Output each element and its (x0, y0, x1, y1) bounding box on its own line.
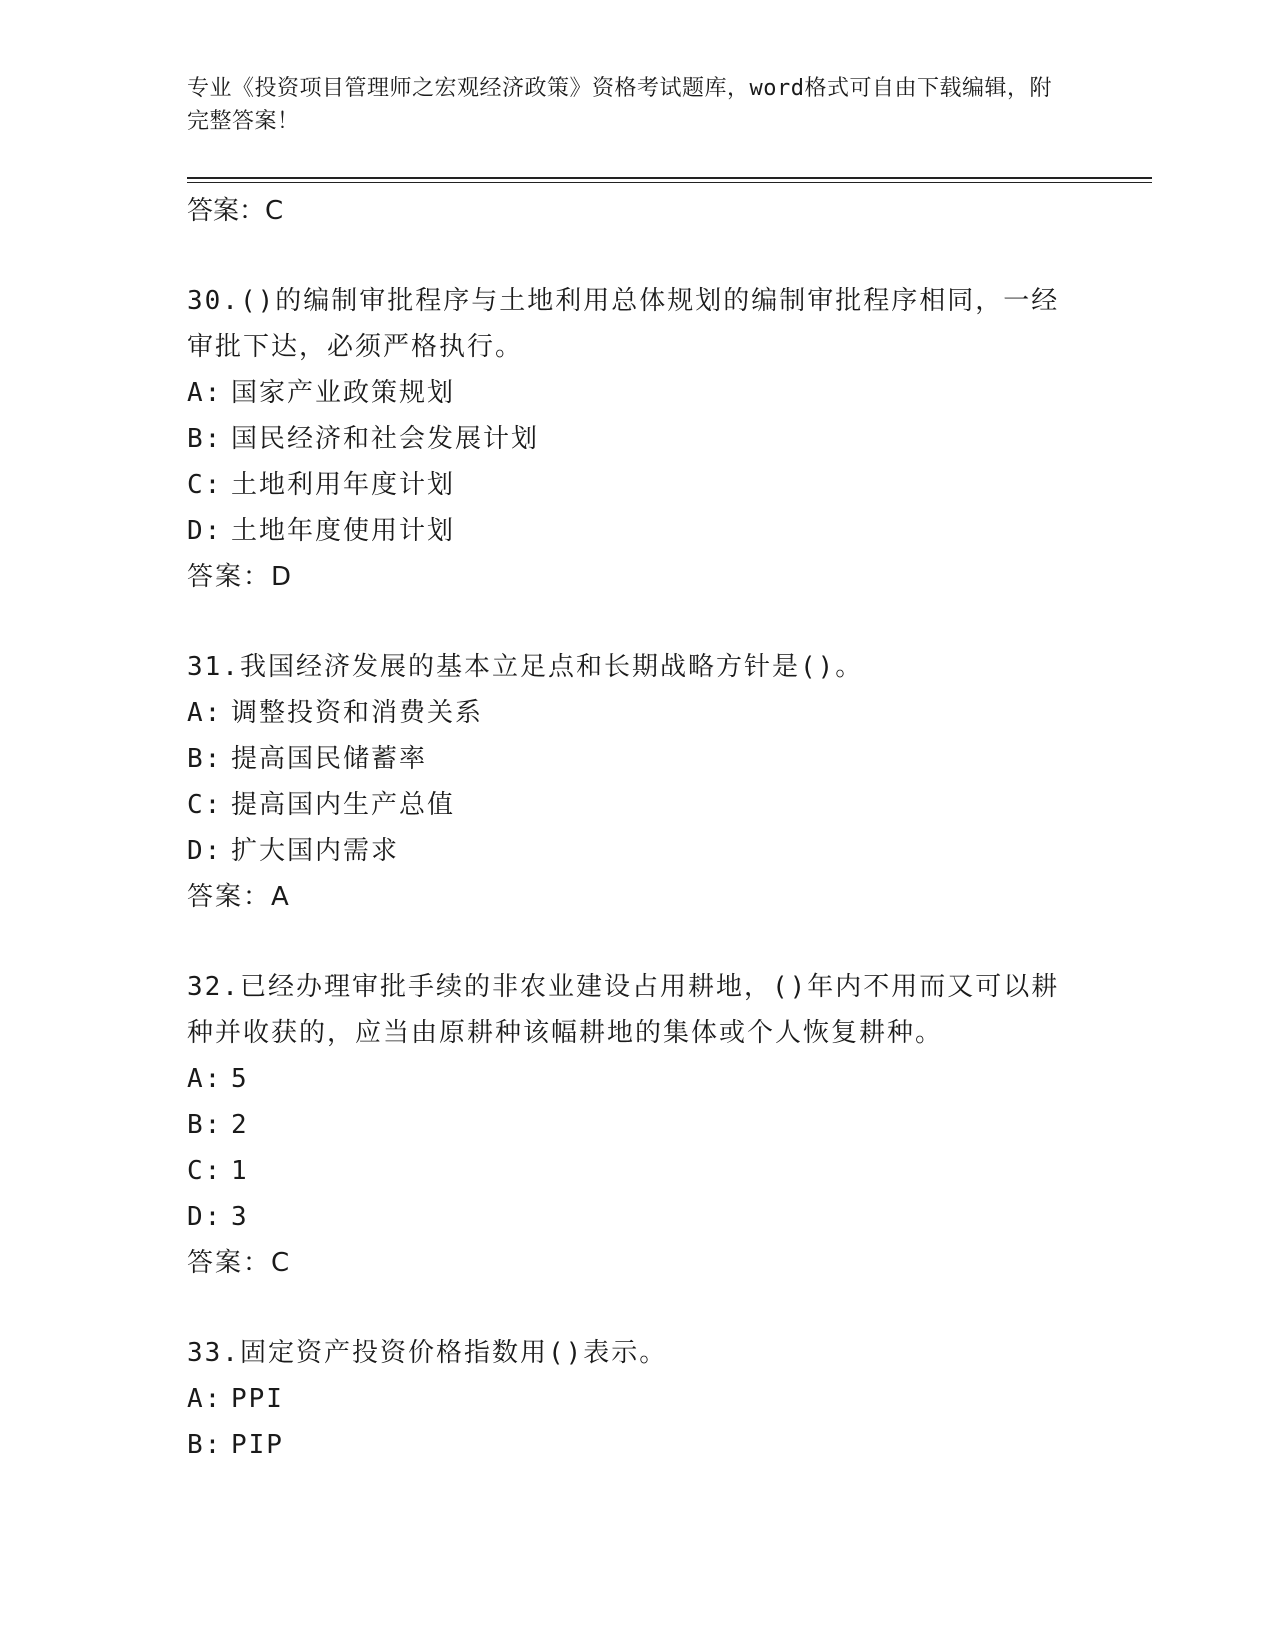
option-c (187, 462, 1087, 508)
question-list (187, 188, 1087, 1468)
answer-line: 答案：D (187, 562, 294, 592)
question-31 (187, 644, 1087, 920)
option-text: 5 (231, 1064, 249, 1094)
option-a (187, 1376, 1087, 1422)
option-a (187, 690, 1087, 736)
option-text: 土地年度使用计划 (231, 516, 456, 546)
option-a (187, 1056, 1087, 1102)
option-text: 调整投资和消费关系 (231, 698, 484, 728)
question-stem: 31.我国经济发展的基本立足点和长期战略方针是()。 (187, 652, 864, 682)
option-d (187, 828, 1087, 874)
option-text: 土地利用年度计划 (231, 470, 456, 500)
question-33 (187, 1330, 1087, 1468)
option-key: D: (187, 836, 223, 866)
option-text: 扩大国内需求 (231, 836, 400, 866)
option-c (187, 782, 1087, 828)
option-key: C: (187, 470, 223, 500)
document-header: 专业《投资项目管理师之宏观经济政策》资格考试题库，word格式可自由下载编辑，附完整答案！ (187, 76, 1052, 134)
header-rule-thick (187, 177, 1152, 179)
option-b (187, 1422, 1087, 1468)
option-text: 2 (231, 1110, 249, 1140)
option-key: B: (187, 744, 223, 774)
question-stem: 33.固定资产投资价格指数用()表示。 (187, 1338, 668, 1368)
answer-line: 答案：C (187, 1248, 292, 1278)
option-key: B: (187, 1430, 223, 1460)
option-key: D: (187, 516, 223, 546)
option-text: 国民经济和社会发展计划 (231, 424, 540, 454)
option-text: 3 (231, 1202, 249, 1232)
answer-line: 答案：A (187, 882, 291, 912)
option-key: A: (187, 698, 223, 728)
option-key: D: (187, 1202, 223, 1232)
option-text: 1 (231, 1156, 249, 1186)
option-c (187, 1148, 1087, 1194)
option-a (187, 370, 1087, 416)
option-b (187, 416, 1087, 462)
option-key: A: (187, 1064, 223, 1094)
option-key: B: (187, 424, 223, 454)
header-rule-thin (187, 182, 1152, 183)
question-32 (187, 964, 1087, 1286)
option-text: PPI (231, 1384, 284, 1414)
question-30 (187, 278, 1087, 600)
option-key: C: (187, 790, 223, 820)
question-stem: 30.()的编制审批程序与土地利用总体规划的编制审批程序相同，一经审批下达，必须严格执行。 (187, 286, 1060, 362)
option-text: 国家产业政策规划 (231, 378, 456, 408)
option-b (187, 1102, 1087, 1148)
option-d (187, 1194, 1087, 1240)
option-key: A: (187, 1384, 223, 1414)
option-b (187, 736, 1087, 782)
option-key: B: (187, 1110, 223, 1140)
question-stem: 32.已经办理审批手续的非农业建设占用耕地，()年内不用而又可以耕种并收获的，应当由原耕种该幅耕地的集体或个人恢复耕种。 (187, 972, 1060, 1048)
option-text: 提高国内生产总值 (231, 790, 456, 820)
answer-line: 答案：C (187, 196, 284, 226)
option-d (187, 508, 1087, 554)
option-text: 提高国民储蓄率 (231, 744, 428, 774)
option-key: C: (187, 1156, 223, 1186)
option-text: PIP (231, 1430, 284, 1460)
option-key: A: (187, 378, 223, 408)
